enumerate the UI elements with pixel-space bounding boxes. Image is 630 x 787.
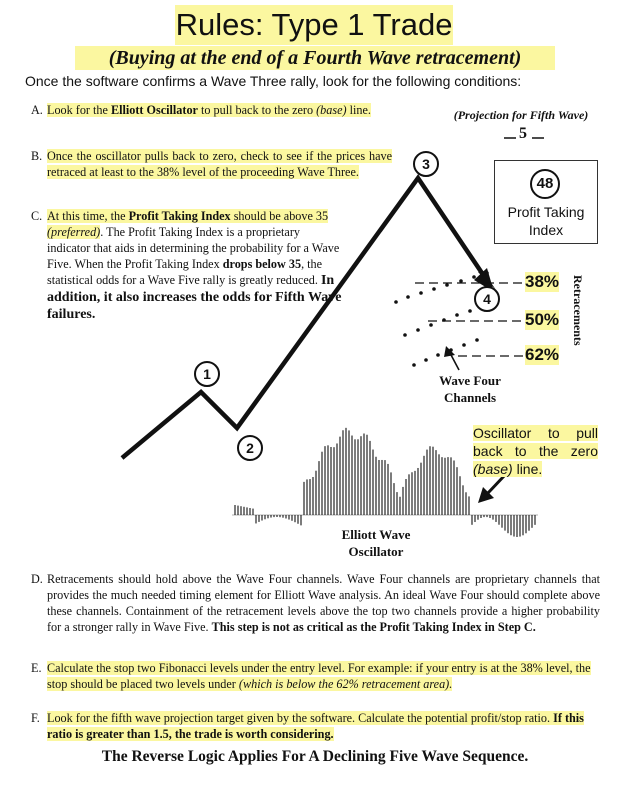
rule-text: Retracements should hold above the Wave Four channels. Wave Four channels are proprietary channels that provides the much needed timing element for Elliott Wave analysis. An ideal Wave Four should complete above these channels. Containment of the retracement levels above the top two channels provide a higher probability for a stronger rally in Wave Five. xyxy=(47,572,600,634)
profit-taking-index-label: Profit Taking Index xyxy=(507,204,585,238)
rule-bold-large: In addition, it also increases the odds for Fifth Wave failures. xyxy=(47,273,342,322)
rule-letter: B. xyxy=(31,149,43,163)
footer-note: The Reverse Logic Applies For A Declining Five Wave Sequence. xyxy=(101,748,529,765)
rule-text: to pull back to the zero xyxy=(197,103,317,117)
profit-taking-index-box xyxy=(494,160,598,244)
rule-italic: (preferred) xyxy=(47,225,101,239)
rule-italic: (base) xyxy=(316,103,347,117)
profit-taking-index-value: 48 xyxy=(530,169,560,199)
oscillator-note-text: line. xyxy=(512,461,543,477)
rule-text: should be above 35 xyxy=(230,209,329,223)
oscillator-note xyxy=(473,424,598,478)
rule-letter: A. xyxy=(31,103,43,117)
rule-letter: E. xyxy=(31,661,42,675)
wave-four-channel-dots xyxy=(394,271,489,367)
retracements-label-text: Retracements xyxy=(571,275,585,346)
rule-italic: (which is below the 62% retracement area). xyxy=(238,677,453,691)
channel-arrowhead xyxy=(444,346,455,357)
rule-text: Look for the xyxy=(47,103,111,117)
retracement-62: 62% xyxy=(525,345,560,364)
rule-d xyxy=(31,571,600,635)
rule-bold: Elliott Oscillator xyxy=(110,103,198,117)
retracement-50: 50% xyxy=(525,310,560,329)
rule-text: . The Profit Taking Index is a proprietary indicator that aids in determining the probability for a Wave Five. When the Profit Taking Index xyxy=(47,225,340,271)
projection-number: 5 xyxy=(519,125,527,142)
wave-2-marker: 2 xyxy=(237,435,263,461)
rule-bold: If this ratio is greater than 1.5, the trade is worth considering. xyxy=(47,711,584,741)
oscillator-note-italic: (base) xyxy=(473,461,513,477)
wave-3-marker: 3 xyxy=(413,151,439,177)
rule-letter: D. xyxy=(31,572,43,586)
rule-letter: C. xyxy=(31,209,43,223)
wave-four-channels-label: Wave Four Channels xyxy=(439,373,501,405)
page-subtitle: (Buying at the end of a Fourth Wave retracement) xyxy=(75,46,555,70)
rule-f xyxy=(31,710,600,742)
wave-1-marker: 1 xyxy=(194,361,220,387)
projection-label: (Projection for Fifth Wave) xyxy=(453,108,589,122)
wave-4-marker: 4 xyxy=(474,286,500,312)
rule-text: At this time, the xyxy=(47,209,129,223)
rule-text: , the statistical odds for a Wave Five rally is greatly reduced. xyxy=(47,257,323,287)
rule-text: line. xyxy=(346,103,371,117)
page-title: Rules: Type 1 Trade xyxy=(175,5,453,45)
rule-text: Look for the fifth wave projection target given by the software. Calculate the potential profit/stop ratio. xyxy=(47,711,554,725)
rule-bold: drops below 35 xyxy=(222,257,302,271)
rule-letter: F. xyxy=(31,711,40,725)
price-wave-line xyxy=(122,178,488,458)
intro-text: Once the software confirms a Wave Three rally, look for the following conditions: xyxy=(25,73,522,89)
rule-text: Calculate the stop two Fibonacci levels under the entry level. For example: if your entry is at the 38% level, the stop should be placed two levels under xyxy=(47,661,591,691)
rule-text: Once the oscillator pulls back to zero, check to see if the prices have retraced at least to the 38% level of the proceeding Wave Three. xyxy=(47,149,392,179)
oscillator-label: Elliott Wave Oscillator xyxy=(341,527,411,559)
oscillator-note-text: Oscillator to pull back to the zero xyxy=(473,425,598,459)
retracement-38: 38% xyxy=(525,272,560,291)
rule-bold: This step is not as critical as the Profit Taking Index in Step C. xyxy=(211,620,536,634)
rule-bold: Profit Taking Index xyxy=(128,209,231,223)
rule-e xyxy=(31,660,600,692)
retracements-vertical-label xyxy=(568,272,588,362)
